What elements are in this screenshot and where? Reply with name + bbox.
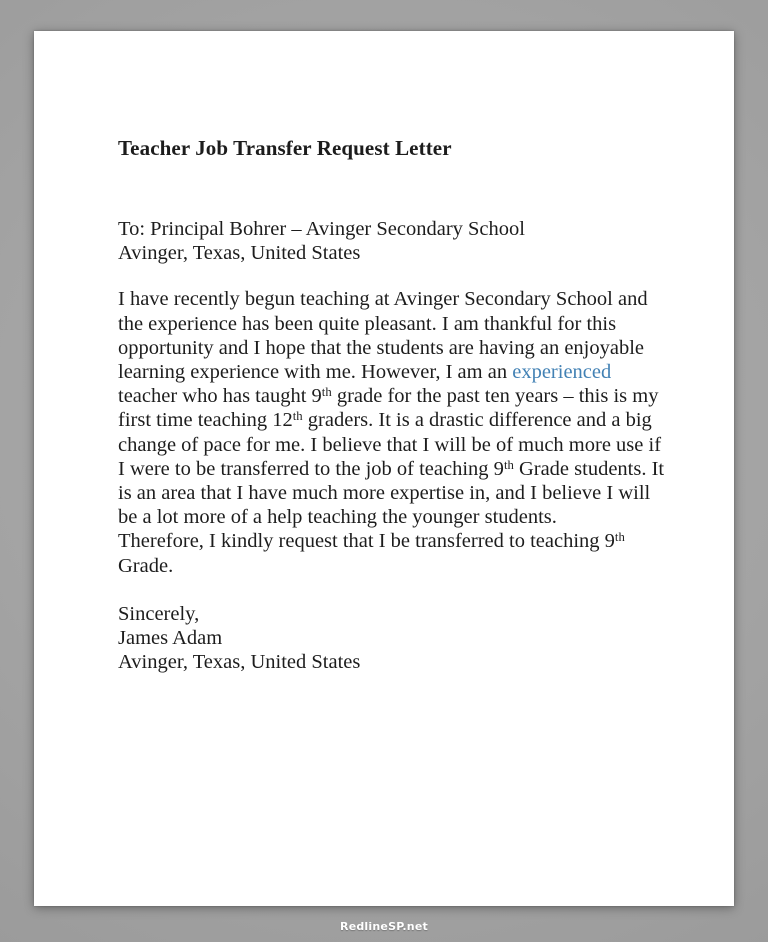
paragraph-1-segment-5: Grade students. It is an area that I have much more expertise in, and I believe I will be a lot more of a help teaching the younger students. <box>118 457 665 529</box>
letter-body <box>118 217 670 674</box>
paragraph-2-segment-2: Grade. <box>118 554 174 577</box>
spacer-after-recipient <box>118 265 670 287</box>
paragraph-1-segment-2: teacher who has taught 9 <box>118 385 322 408</box>
paragraph-1-segment-3: grade for the past ten years – this is my first time teaching 12 <box>118 385 659 432</box>
ordinal-suffix-2: th <box>292 409 303 424</box>
highlighted-word-experienced[interactable]: experienced <box>512 361 612 384</box>
closing-salutation: Sincerely, <box>118 602 200 625</box>
recipient-block <box>118 217 670 265</box>
recipient-line-2: Avinger, Texas, United States <box>118 242 361 265</box>
body-paragraph-1 <box>118 287 670 529</box>
site-watermark: RedlineSP.net <box>340 920 428 933</box>
closing-block <box>118 602 670 675</box>
ordinal-suffix-3: th <box>503 457 514 472</box>
page-title: Teacher Job Transfer Request Letter <box>118 136 452 160</box>
closing-location: Avinger, Texas, United States <box>118 651 361 674</box>
paragraph-1-segment-1: I have recently begun teaching at Avinger Secondary School and the experience has been quite pleasant. I am thankful for this opportunity and I hope that the students are having an enjoyable learning experience with me. However, I am an <box>118 288 648 384</box>
closing-signature-name: James Adam <box>118 627 223 650</box>
ordinal-suffix-4: th <box>614 530 625 545</box>
body-paragraph-2 <box>118 529 670 577</box>
recipient-line-1: To: Principal Bohrer – Avinger Secondary School <box>118 218 525 240</box>
document-page <box>34 31 734 906</box>
ordinal-suffix-1: th <box>321 385 332 400</box>
paragraph-1-segment-4: graders. It is a drastic difference and a big change of pace for me. I believe that I will be of much more use if I were to be transferred to the job of teaching 9 <box>118 409 662 480</box>
spacer-before-closing <box>118 578 670 602</box>
paragraph-2-segment-1: Therefore, I kindly request that I be transferred to teaching 9 <box>118 530 615 553</box>
